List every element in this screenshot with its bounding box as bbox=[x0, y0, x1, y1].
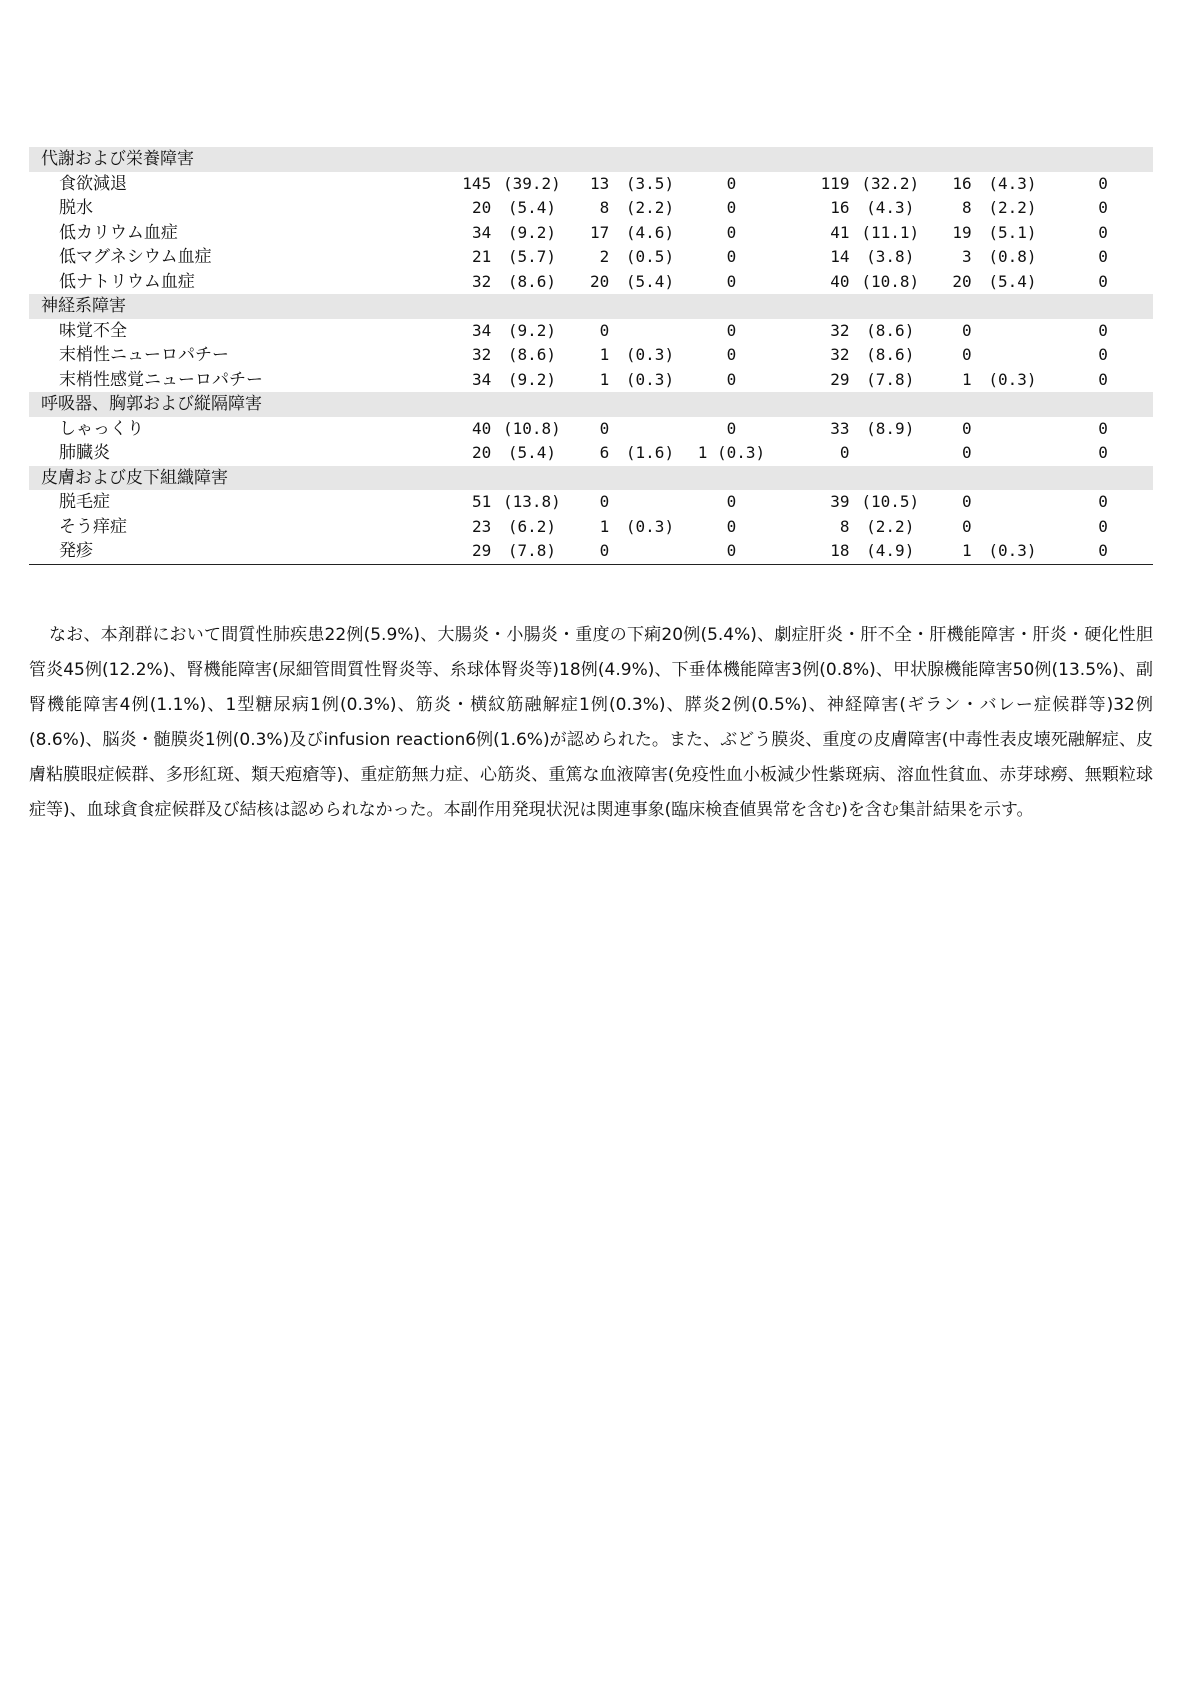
table-cell: 41 bbox=[830, 222, 850, 242]
table-cell: 14 bbox=[830, 247, 850, 266]
table-cell: (6.2) bbox=[507, 516, 556, 536]
table-cell: 0 bbox=[726, 369, 737, 389]
table-cell: 18 bbox=[772, 539, 849, 564]
table-row bbox=[29, 343, 1153, 368]
table-cell: 13 bbox=[590, 173, 610, 193]
table-cell: 0 bbox=[726, 516, 737, 536]
table-cell: (0.3) bbox=[625, 516, 675, 536]
table-cell: 0 bbox=[1098, 492, 1108, 511]
table-row bbox=[29, 319, 1153, 344]
table-cell: 0 bbox=[726, 320, 737, 340]
table-cell: 33 bbox=[830, 418, 850, 438]
table-cell: 0 bbox=[691, 539, 772, 564]
table-cell: 40 bbox=[830, 271, 850, 291]
table-cell: 20 bbox=[471, 198, 492, 217]
table-cell: 0 bbox=[1098, 516, 1108, 536]
table-cell: 145 bbox=[462, 173, 492, 193]
event-name: 食欲減退 bbox=[59, 173, 127, 194]
table-cell: 8 bbox=[839, 516, 850, 536]
table-row bbox=[29, 515, 1153, 540]
table-cell: 40 bbox=[471, 418, 492, 438]
table-cell bbox=[972, 490, 1053, 515]
table-cell: 0 bbox=[726, 247, 737, 266]
table-cell: 0 bbox=[1098, 247, 1108, 266]
table-cell: 0 bbox=[726, 222, 737, 242]
footnote-paragraph: なお、本剤群において間質性肺疾患22例(5.9%)、大腸炎・小腸炎・重度の下痢20例(5.4%)、劇症肝炎・肝不全・肝機能障害・肝炎・硬化性胆管炎45例(12.2%)、腎機能障害(尿細管間質性腎炎等、糸球体腎炎等)18例(4.9%)、下垂体機能障害3例(0.8%)、甲状腺機能障害50例(13.5%)、副腎機能障害4例(1.1%)、1型糖尿病1例(0.3%)、筋炎・横紋筋融解症1例(0.3%)、膵炎2例(0.5%)、神経障害(ギラン・バレー症候群等)32例(8.6%)、脳炎・髄膜炎1例(0.3%)及びinfusion reaction6例(1.6%)が認められた。また、ぶどう膜炎、重度の皮膚障害(中毒性表皮壊死融解症、皮膚粘膜眼症候群、多形紅斑、類天疱瘡等)、重症筋無力症、心筋炎、重篤な血液障害(免疫性血小板減少性紫斑病、溶血性貧血、赤芽球癆、無顆粒球症等)、血球貪食症候群及び結核は認められなかった。本副作用発現状況は関連事象(臨床検査値異常を含む)を含む集計結果を示す。 bbox=[29, 625, 1153, 820]
table-cell bbox=[609, 319, 690, 344]
table-cell: (9.2) bbox=[507, 369, 556, 389]
table-cell bbox=[972, 343, 1053, 368]
table-row bbox=[29, 441, 1153, 466]
table-row bbox=[29, 221, 1153, 246]
table-cell: 17 bbox=[590, 222, 610, 242]
table-cell: 1 bbox=[599, 516, 610, 536]
table-row bbox=[29, 270, 1153, 295]
adverse-events-table-wrap bbox=[29, 147, 1153, 565]
table-cell bbox=[609, 539, 690, 564]
adverse-events-table bbox=[29, 147, 1153, 565]
table-cell: (7.8) bbox=[866, 369, 915, 389]
table-cell: (8.6) bbox=[507, 271, 556, 291]
category-row bbox=[29, 392, 1153, 417]
table-cell: (3.8) bbox=[866, 247, 915, 266]
table-cell: (10.8) bbox=[503, 418, 561, 438]
table-cell: (8.6) bbox=[866, 345, 915, 364]
table-cell: 34 bbox=[471, 222, 492, 242]
table-cell: (3.5) bbox=[625, 173, 675, 193]
table-cell: 0 bbox=[962, 418, 972, 438]
table-cell: (32.2) bbox=[861, 173, 920, 193]
table-cell: (2.2) bbox=[625, 198, 675, 217]
event-name: 発疹 bbox=[29, 539, 436, 564]
event-name: 肺臓炎 bbox=[59, 443, 110, 463]
table-cell: 20 bbox=[590, 271, 610, 291]
table-cell: 34 bbox=[471, 369, 492, 389]
table-cell: 8 bbox=[962, 198, 972, 217]
table-row bbox=[29, 490, 1153, 515]
event-name: 末梢性感覚ニューロパチー bbox=[59, 369, 263, 390]
table-cell: (39.2) bbox=[503, 173, 561, 193]
table-cell: 0 bbox=[839, 443, 850, 462]
table-cell: (5.1) bbox=[988, 222, 1037, 242]
table-cell: 0 bbox=[726, 492, 737, 511]
table-cell: 1 (0.3) bbox=[697, 443, 766, 462]
category-row bbox=[29, 466, 1153, 491]
table-cell: 0 bbox=[1098, 369, 1108, 389]
event-name: 低カリウム血症 bbox=[59, 222, 178, 243]
table-cell: 0 bbox=[726, 418, 737, 438]
table-cell: 0 bbox=[962, 345, 972, 364]
table-cell: 51 bbox=[471, 492, 492, 511]
table-cell: 6 bbox=[599, 443, 610, 462]
table-cell: 34 bbox=[471, 320, 492, 340]
table-cell: 0 bbox=[726, 173, 737, 193]
table-cell: 32 bbox=[471, 345, 492, 364]
table-cell: 1 bbox=[962, 369, 972, 389]
table-cell bbox=[972, 441, 1053, 466]
table-cell: (2.2) bbox=[988, 198, 1037, 217]
table-cell bbox=[972, 515, 1053, 540]
table-row bbox=[29, 196, 1153, 221]
table-cell: 0 bbox=[599, 320, 610, 340]
table-cell: 0 bbox=[1098, 198, 1108, 217]
category-label: 呼吸器、胸郭および縦隔障害 bbox=[29, 392, 1153, 417]
table-cell: 0 bbox=[726, 271, 737, 291]
table-cell bbox=[972, 319, 1053, 344]
table-cell: (8.9) bbox=[866, 418, 915, 438]
table-cell bbox=[609, 490, 690, 515]
table-cell: 19 bbox=[952, 222, 972, 242]
table-row bbox=[29, 539, 1153, 564]
table-cell: 0 bbox=[962, 492, 972, 511]
category-row bbox=[29, 294, 1153, 319]
table-cell: 0 bbox=[962, 443, 972, 462]
table-row bbox=[29, 368, 1153, 393]
table-cell: 1 bbox=[599, 369, 610, 389]
table-cell: (10.5) bbox=[861, 492, 920, 511]
table-cell: (5.4) bbox=[988, 271, 1037, 291]
table-cell: 119 bbox=[820, 173, 850, 193]
table-cell: 29 bbox=[830, 369, 850, 389]
table-cell: 1 bbox=[599, 345, 610, 364]
table-cell: 8 bbox=[599, 198, 610, 217]
table-cell: (4.3) bbox=[988, 173, 1037, 193]
event-name: 末梢性ニューロパチー bbox=[59, 345, 229, 365]
category-label: 皮膚および皮下組織障害 bbox=[29, 466, 1153, 491]
table-cell: (4.3) bbox=[866, 198, 915, 217]
table-cell bbox=[972, 417, 1053, 442]
table-cell: (13.8) bbox=[503, 492, 561, 511]
table-cell bbox=[609, 417, 690, 442]
event-name: そう痒症 bbox=[59, 516, 127, 537]
table-cell: 0 bbox=[1098, 271, 1108, 291]
table-cell: (11.1) bbox=[861, 222, 920, 242]
table-cell: 0 bbox=[1098, 443, 1108, 462]
table-cell: (5.4) bbox=[507, 443, 556, 462]
table-row bbox=[29, 417, 1153, 442]
table-cell: (0.3) bbox=[972, 539, 1053, 564]
table-cell: (8.6) bbox=[507, 345, 556, 364]
table-cell: 0 bbox=[1098, 173, 1108, 193]
table-cell: (5.7) bbox=[507, 247, 556, 266]
table-cell: 0 bbox=[599, 418, 610, 438]
table-cell: 39 bbox=[830, 492, 850, 511]
table-row bbox=[29, 245, 1153, 270]
category-row bbox=[29, 147, 1153, 172]
table-cell: 3 bbox=[962, 247, 972, 266]
table-cell: 0 bbox=[1053, 539, 1153, 564]
table-cell: 0 bbox=[962, 516, 972, 536]
table-cell: 0 bbox=[726, 345, 737, 364]
table-cell: (9.2) bbox=[507, 222, 556, 242]
table-cell: (0.5) bbox=[625, 247, 675, 266]
table-cell: 21 bbox=[471, 247, 492, 266]
event-name: 味覚不全 bbox=[59, 320, 127, 341]
event-name: しゃっくり bbox=[59, 418, 144, 439]
event-name: 脱水 bbox=[59, 198, 93, 218]
table-cell: (4.6) bbox=[625, 222, 675, 242]
table-cell: 2 bbox=[599, 247, 610, 266]
table-cell: 29 bbox=[436, 539, 491, 564]
table-cell bbox=[850, 441, 931, 466]
table-cell: 0 bbox=[726, 198, 737, 217]
table-cell: 0 bbox=[1098, 320, 1108, 340]
table-cell: 16 bbox=[830, 198, 850, 217]
table-cell: (2.2) bbox=[866, 516, 915, 536]
table-cell: 0 bbox=[962, 320, 972, 340]
table-cell: 16 bbox=[952, 173, 972, 193]
table-cell: (5.4) bbox=[625, 271, 675, 291]
category-label: 代謝および栄養障害 bbox=[29, 147, 1153, 172]
table-cell: 32 bbox=[471, 271, 492, 291]
table-cell: 32 bbox=[830, 345, 850, 364]
event-name: 脱毛症 bbox=[59, 492, 110, 512]
category-label: 神経系障害 bbox=[29, 294, 1153, 319]
table-cell: (0.3) bbox=[625, 345, 675, 364]
table-cell: 0 bbox=[573, 539, 610, 564]
table-cell: 0 bbox=[599, 492, 610, 511]
event-name: 低マグネシウム血症 bbox=[59, 247, 212, 267]
table-body bbox=[29, 147, 1153, 564]
table-cell: 0 bbox=[1098, 345, 1108, 364]
table-cell: (7.8) bbox=[491, 539, 572, 564]
table-cell: 20 bbox=[952, 271, 972, 291]
table-cell: (4.9) bbox=[850, 539, 931, 564]
table-row bbox=[29, 172, 1153, 197]
table-cell: (8.6) bbox=[866, 320, 915, 340]
table-cell: 0 bbox=[1098, 222, 1108, 242]
table-cell: 0 bbox=[1098, 418, 1108, 438]
table-cell: (0.3) bbox=[625, 369, 675, 389]
table-cell: (10.8) bbox=[861, 271, 920, 291]
table-cell: 23 bbox=[471, 516, 492, 536]
table-cell: 1 bbox=[931, 539, 972, 564]
table-cell: (1.6) bbox=[625, 443, 675, 462]
table-cell: (5.4) bbox=[507, 198, 556, 217]
table-cell: (0.3) bbox=[988, 369, 1037, 389]
event-name: 低ナトリウム血症 bbox=[59, 271, 195, 292]
table-cell: 32 bbox=[830, 320, 850, 340]
table-cell: (0.8) bbox=[988, 247, 1037, 266]
table-cell: (9.2) bbox=[507, 320, 556, 340]
table-cell: 20 bbox=[471, 443, 492, 462]
